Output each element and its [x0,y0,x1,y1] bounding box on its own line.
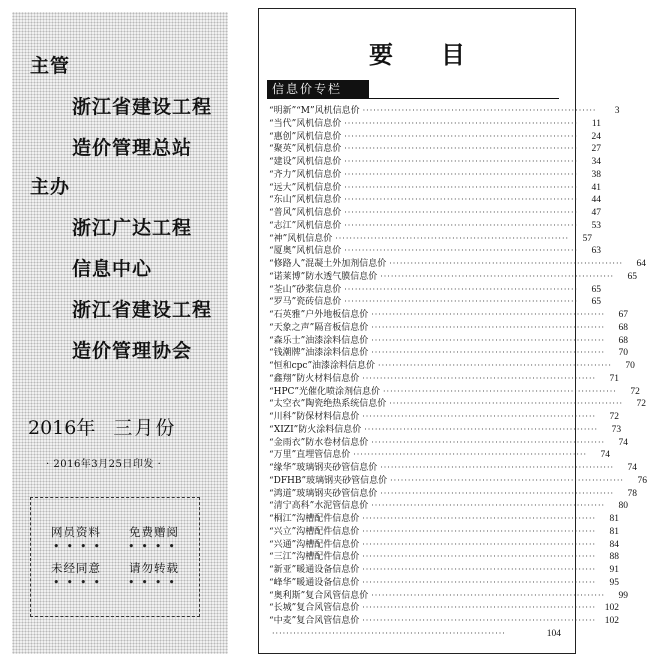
toc-entry-title: “厦奥”风机信息价 [269,246,342,257]
toc-entry-title: “修路人”混凝土外加剂信息价 [269,259,387,269]
toc-entry-title: “钱潮牌”油漆涂料信息价 [269,348,369,359]
toc-leader-dots: ·································································· [362,552,597,562]
toc-entry [269,411,620,424]
toc-entry-title: “明新”“M”风机信息价 [269,106,360,116]
toc-entry-page: 63 [591,246,602,257]
issue-year: 2016年 [28,417,96,439]
section-label: 信息价专栏 [267,80,369,98]
toc-entry [269,602,620,615]
toc-title: 要目 [369,40,513,69]
toc-entry [269,360,635,373]
toc-entry-page: 76 [637,475,647,486]
toc-entry-title: “罗马”瓷砖信息价 [269,297,342,308]
sponsor-line-1: 浙江省建设工程 [72,96,213,118]
toc-entry-page: 34 [591,157,602,167]
toc-entry-title: “惠创”风机信息价 [269,131,342,142]
toc-list [269,105,647,641]
toc-entry-page: 95 [609,577,620,588]
toc-entry-page: 72 [609,412,620,422]
issue-date [28,413,176,440]
toc-leader-dots: ·································································· [344,182,579,192]
toc-entry [269,245,602,258]
toc-entry [269,182,602,195]
toc-entry-page: 44 [591,195,602,206]
toc-entry-page: 72 [630,386,640,397]
toc-leader-dots: ·································································· [344,144,579,154]
toc-entry-page: 81 [609,526,620,537]
toc-entry [269,437,629,450]
toc-entry [269,296,602,309]
toc-leader-dots: ·································································· [371,590,606,600]
toc-leader-dots: ·································································· [380,271,615,281]
toc-entry-page: 68 [618,335,629,346]
toc-entry-page: 102 [604,603,620,614]
toc-entry [269,131,602,144]
notice-box [30,497,200,617]
toc-entry [269,526,620,539]
toc-entry [269,309,629,322]
toc-leader-dots: ·································································· [389,259,624,268]
toc-entry-page: 81 [609,514,620,524]
toc-entry [269,233,593,246]
toc-entry-title: “三江”沟槽配件信息价 [269,552,360,563]
toc-entry [269,347,629,360]
toc-entry-title: “桐江”沟槽配件信息价 [269,514,360,524]
toc-leader-dots: ·································································· [371,437,606,447]
toc-entry [269,513,620,526]
toc-entry-title: “太空衣”陶瓷绝热系统信息价 [269,399,387,410]
toc-leader-dots: ·································································· [362,603,597,613]
organizer-line-2: 信息中心 [72,258,153,280]
toc-leader-dots: ·································································· [344,246,579,256]
toc-entry-title: “兴立”沟槽配件信息价 [269,526,360,537]
issue-month: 三月份 [113,417,177,439]
toc-leader-dots: ·································································· [371,310,606,319]
organizer-line-1: 浙江广达工程 [72,217,193,239]
toc-entry-page: 91 [609,565,620,575]
toc-leader-dots: ·································································· [362,373,597,383]
sponsor-label: 主管 [30,55,71,77]
toc-entry-title: “鸿道”玻璃钢夹砂管信息价 [269,488,378,499]
toc-leader-dots: ·································································· [362,514,597,523]
toc-entry [269,143,602,156]
toc-entry [269,449,611,462]
toc-leader-dots: ·································································· [362,526,597,536]
toc-entry [269,207,602,220]
toc-leader-dots: ·································································· [272,628,506,638]
toc-entry-page: 70 [618,348,629,359]
toc-leader-dots: ·································································· [380,488,615,498]
toc-entry-page: 71 [609,373,620,384]
masthead-panel [12,12,228,654]
notice-copyright-left: 未经同意 [51,561,101,575]
toc-entry-title: “XIZI”防火涂料信息价 [269,424,362,435]
toc-entry-page: 104 [546,628,561,639]
toc-leader-dots: ·································································· [362,616,597,625]
toc-leader-dots: ·································································· [344,297,579,307]
toc-entry [269,488,638,501]
toc-entry [269,156,602,169]
toc-entry-page: 57 [582,233,593,244]
toc-entry-title: “恒和cpc”油漆涂料信息价 [269,361,376,371]
toc-entry-title: “长城”复合风管信息价 [269,603,360,614]
toc-entry [269,118,602,131]
toc-entry-title: “普风”风机信息价 [269,208,342,218]
organizer-label: 主办 [30,176,71,198]
toc-entry-title: “当代”风机信息价 [269,118,342,129]
toc-leader-dots: ·································································· [344,169,579,179]
organizer-line-4: 造价管理协会 [72,340,193,362]
toc-entry [269,284,602,297]
toc-leader-dots: ·································································· [344,131,579,141]
toc-entry-title: “东山”风机信息价 [269,195,342,206]
toc-leader-dots: ·································································· [362,539,597,549]
toc-leader-dots: ·································································· [371,335,606,345]
toc-entry-page: 74 [618,437,629,448]
toc-entry [269,551,620,564]
toc-leader-dots: ·································································· [344,208,579,217]
toc-entry [269,398,647,411]
toc-entry-title: “聚英”风机信息价 [269,144,342,155]
toc-leader-dots: ·································································· [371,501,606,511]
toc-entry-title: “荃山”砂浆信息价 [269,284,342,295]
toc-entry-title: “石英雅”户外地板信息价 [269,310,369,320]
notice-free-left: 网员资料 [51,525,101,539]
organizer-line-3: 浙江省建设工程 [72,299,213,321]
toc-leader-dots: ·································································· [362,412,597,421]
toc-entry-title: “缘华”玻璃钢夹砂管信息价 [269,463,378,473]
toc-entry-title: “远大”风机信息价 [269,182,342,193]
toc-entry-title: “天象之声”隔音板信息价 [269,322,369,333]
toc-leader-dots: ·································································· [390,475,624,485]
toc-leader-dots: ·································································· [344,284,579,294]
toc-entry [269,220,602,233]
toc-entry-page: 84 [609,539,620,550]
toc-leader-dots: ·································································· [378,361,612,370]
toc-entry-title: “金雨衣”防水卷材信息价 [269,437,369,448]
toc-leader-dots: ·································································· [344,220,579,230]
toc-entry-title: “奥利斯”复合风管信息价 [269,590,369,601]
toc-leader-dots: ·································································· [389,399,624,409]
toc-entry [269,462,638,475]
toc-entry-page: 74 [600,450,611,461]
toc-leader-dots: ·································································· [344,118,579,128]
toc-entry [269,169,602,182]
toc-entry [269,322,629,335]
toc-leader-dots: ·································································· [353,450,588,460]
toc-entry [269,386,640,399]
toc-entry-page: 102 [604,616,620,626]
notice-free-right: 免费赠阅 [129,525,179,539]
toc-entry-page: 3 [614,106,620,116]
toc-entry-page: 80 [618,501,629,512]
toc-entry-title: “川科”防保材料信息价 [269,412,360,422]
toc-entry-page: 65 [591,297,602,308]
toc-entry-page: 78 [627,488,638,499]
section-header [267,80,559,99]
toc-entry [269,539,620,552]
toc-entry-page: 27 [591,144,602,155]
toc-entry [269,271,638,284]
toc-leader-dots: ·································································· [380,463,615,472]
toc-entry-page: 74 [627,463,638,473]
table-of-contents-page [258,8,647,654]
toc-entry-title: “万里”直埋管信息价 [269,450,351,461]
toc-entry-title: “建设”风机信息价 [269,157,342,167]
toc-entry [269,194,602,207]
toc-entry [269,475,647,488]
toc-entry-page: 99 [618,590,629,601]
toc-leader-dots: ·································································· [344,195,579,205]
toc-entry-title: “森乐士”油漆涂料信息价 [269,335,369,346]
toc-leader-dots: ·································································· [383,386,617,396]
toc-entry [269,615,620,628]
notice-dots-row-2: •••• •••• [53,576,182,589]
toc-leader-dots: ·································································· [371,322,606,332]
toc-entry-page: 70 [625,361,635,371]
toc-entry [269,258,647,271]
toc-entry-page: 88 [609,552,620,563]
toc-entry-title: “神”风机信息价 [269,233,333,244]
toc-entry [269,424,622,437]
toc-entry-page: 72 [636,399,647,410]
toc-entry [269,590,629,603]
toc-entry [269,628,561,641]
toc-entry-title: “DFHB”玻璃钢夹砂管信息价 [269,475,388,486]
toc-leader-dots: ·································································· [362,565,597,574]
toc-entry-title: “兴通”沟槽配件信息价 [269,539,360,550]
toc-entry [269,335,629,348]
toc-entry [269,577,620,590]
toc-entry-page: 24 [591,131,602,142]
toc-entry-page: 47 [591,208,602,218]
notice-copyright-right: 请勿转载 [129,561,179,575]
toc-entry-page: 73 [611,424,622,435]
toc-entry-page: 64 [636,259,647,269]
toc-entry-page: 65 [627,271,638,282]
toc-entry-page: 11 [591,118,602,129]
toc-entry-page: 68 [618,322,629,333]
toc-entry-title: “诺莱博”防水透气膜信息价 [269,271,378,282]
toc-entry-page: 38 [591,169,602,180]
toc-entry-page: 67 [618,310,629,320]
toc-entry [269,105,620,118]
toc-entry-title: “HPC”光催化喷涂剂信息价 [269,386,380,397]
toc-leader-dots: ·································································· [335,233,570,243]
toc-entry-page: 65 [591,284,602,295]
toc-leader-dots: ·································································· [371,348,606,358]
sponsor-line-2: 造价管理总站 [72,137,193,159]
toc-leader-dots: ·································································· [362,106,597,115]
notice-dots-row-1: •••• •••• [53,540,182,553]
toc-leader-dots: ·································································· [344,157,579,166]
toc-entry-page: 53 [591,220,602,231]
toc-leader-dots: ·································································· [362,577,597,587]
toc-entry [269,373,620,386]
toc-entry-title: “清宁高科”水泥管信息价 [269,501,369,512]
toc-entry-title: “新亚”暖通设备信息价 [269,565,360,575]
toc-entry-page: 41 [591,182,602,193]
toc-entry [269,500,629,513]
toc-entry-title: “志江”风机信息价 [269,220,342,231]
toc-leader-dots: ·································································· [364,424,599,434]
toc-entry-title: “齐力”风机信息价 [269,169,342,180]
toc-entry-title: “鑫翔”防火材料信息价 [269,373,360,384]
toc-entry-title: “峰华”暖通设备信息价 [269,577,360,588]
toc-entry-title: “中麦”复合风管信息价 [269,616,360,626]
print-date: · 2016年3月25日印发 · [46,459,162,470]
toc-entry [269,564,620,577]
